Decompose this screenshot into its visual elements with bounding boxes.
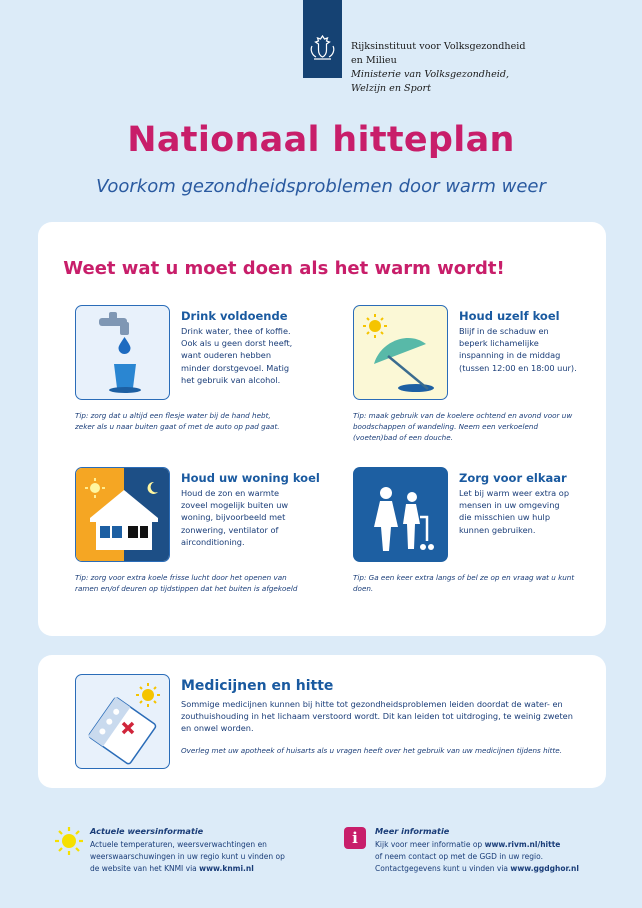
drink-icon-box bbox=[75, 305, 170, 400]
org-line-1: Rijksinstituut voor Volksgezondheid bbox=[351, 41, 526, 52]
drink-line-1: Drink water, thee of koffie. bbox=[181, 326, 291, 336]
cool-tip bbox=[353, 410, 572, 443]
drink-text bbox=[181, 325, 292, 386]
medicine-heading: Medicijnen en hitte bbox=[181, 678, 334, 694]
care-line-4: kunnen gebruiken. bbox=[459, 524, 536, 535]
cool-icon-box bbox=[353, 305, 448, 400]
main-card-title: Weet wat u moet doen als het warm wordt! bbox=[63, 258, 505, 279]
weather-line-3 bbox=[90, 863, 285, 875]
info-line-1-prefix: Kijk voor meer informatie op bbox=[375, 840, 485, 849]
care-text bbox=[459, 487, 569, 536]
drink-line-2: Ook als u geen dorst heeft, bbox=[181, 338, 293, 349]
ministry-line-1: Ministerie van Volksgezondheid, bbox=[351, 69, 510, 80]
info-line-3-prefix: Contactgegevens kunt u vinden via bbox=[375, 864, 511, 873]
rivm-link[interactable]: www.rivm.nl/hitte bbox=[484, 840, 561, 849]
care-tip-line-2: doen. bbox=[353, 584, 374, 593]
house-tip-line-1: Tip: zorg voor extra koele frisse lucht door het openen van bbox=[75, 573, 287, 582]
drink-line-4: minder dorstgevoel. Matig bbox=[181, 362, 290, 373]
drink-tip-line-2: zeker als u naar buiten gaat of met de auto op pad gaat. bbox=[75, 422, 280, 431]
info-line-3 bbox=[375, 863, 579, 875]
ministry-line-2: Welzijn en Sport bbox=[351, 83, 431, 94]
house-line-2: zoveel mogelijk buiten uw bbox=[181, 500, 289, 511]
cool-line-1: Blijf in de schaduw en bbox=[459, 326, 549, 336]
cool-text bbox=[459, 325, 577, 374]
coat-of-arms-icon bbox=[308, 34, 337, 62]
weather-line-1: Actuele temperaturen, weersverwachtingen en bbox=[90, 840, 267, 849]
cool-tip-line-2: boodschappen of wandeling. Neem een verkoelend bbox=[353, 422, 539, 431]
info-icon: i bbox=[344, 827, 366, 849]
drink-tip bbox=[75, 410, 280, 432]
medicine-line-2: zouthuishouding in het lichaam verstoord wordt. Dit kan leiden tot uitdroging, te weinig zweten bbox=[181, 711, 573, 722]
weather-heading: Actuele weersinformatie bbox=[90, 826, 204, 836]
organization-name bbox=[351, 40, 526, 96]
umbrella-sun-icon bbox=[354, 306, 448, 400]
info-line-1 bbox=[375, 839, 579, 851]
page-title: Nationaal hitteplan bbox=[127, 120, 515, 160]
drink-tip-line-1: Tip: zorg dat u altijd een flesje water bij de hand hebt, bbox=[75, 411, 271, 420]
house-icon-box bbox=[75, 467, 170, 562]
cool-line-2: beperk lichamelijke bbox=[459, 338, 539, 349]
info-line-2: of neem contact op met de GGD in uw regio. bbox=[375, 852, 543, 861]
weather-line-3-prefix: de website van het KNMI via bbox=[90, 864, 200, 873]
house-day-night-icon bbox=[76, 468, 170, 562]
cool-tip-line-3: (voeten)bad of een douche. bbox=[353, 433, 453, 442]
house-heading: Houd uw woning koel bbox=[181, 471, 320, 485]
cool-line-3: inspanning in de middag bbox=[459, 350, 561, 361]
drink-line-3: want ouderen hebben bbox=[181, 350, 272, 361]
weather-text bbox=[90, 839, 285, 875]
care-icon-box bbox=[353, 467, 448, 562]
logo-bar bbox=[303, 0, 342, 78]
house-line-5: airconditioning. bbox=[181, 536, 245, 547]
medicine-icon bbox=[76, 675, 170, 769]
cool-tip-line-1: Tip: maak gebruik van de koelere ochtend en avond voor uw bbox=[353, 411, 573, 420]
sun-icon bbox=[54, 826, 84, 856]
care-line-2: mensen in uw omgeving bbox=[459, 500, 560, 511]
knmi-link[interactable]: www.knmi.nl bbox=[199, 864, 254, 873]
house-line-3: woning, bijvoorbeeld met bbox=[181, 512, 286, 523]
drink-line-5: het gebruik van alcohol. bbox=[181, 374, 281, 385]
medicine-tip: Overleg met uw apotheek of huisarts als u vragen heeft over het gebruik van uw medicijnen tijdens hitte. bbox=[181, 746, 562, 755]
care-line-3: die misschien uw hulp bbox=[459, 512, 551, 523]
medicine-line-3: en onwel worden. bbox=[181, 723, 254, 734]
care-heading: Zorg voor elkaar bbox=[459, 471, 567, 485]
medicine-icon-box bbox=[75, 674, 170, 769]
house-tip-line-2: ramen en/of deuren op tijdstippen dat het buiten is afgekoeld bbox=[75, 584, 298, 593]
cool-heading: Houd uzelf koel bbox=[459, 309, 560, 323]
page-subtitle: Voorkom gezondheidsproblemen door warm weer bbox=[96, 176, 546, 197]
info-text bbox=[375, 839, 579, 875]
care-tip-line-1: Tip: Ga een keer extra langs of bel ze op en vraag wat u kunt bbox=[353, 573, 575, 582]
house-tip bbox=[75, 572, 297, 594]
info-heading: Meer informatie bbox=[375, 826, 450, 836]
cool-line-4: (tussen 12:00 en 18:00 uur). bbox=[459, 362, 577, 373]
care-tip bbox=[353, 572, 574, 594]
house-text bbox=[181, 487, 288, 548]
house-line-4: zonwering, ventilator of bbox=[181, 524, 279, 535]
water-tap-icon bbox=[76, 306, 170, 400]
house-line-1: Houd de zon en warmte bbox=[181, 488, 280, 498]
care-line-1: Let bij warm weer extra op bbox=[459, 488, 570, 498]
weather-line-2: weerswaarschuwingen in uw regio kunt u vinden op bbox=[90, 852, 285, 861]
drink-heading: Drink voldoende bbox=[181, 309, 288, 323]
medicine-text bbox=[181, 698, 573, 735]
org-line-2: en Milieu bbox=[351, 55, 397, 66]
ggdghor-link[interactable]: www.ggdghor.nl bbox=[510, 864, 579, 873]
people-care-icon bbox=[353, 467, 448, 562]
medicine-line-1: Sommige medicijnen kunnen bij hitte tot gezondheidsproblemen leiden doordat de water- en bbox=[181, 699, 563, 709]
